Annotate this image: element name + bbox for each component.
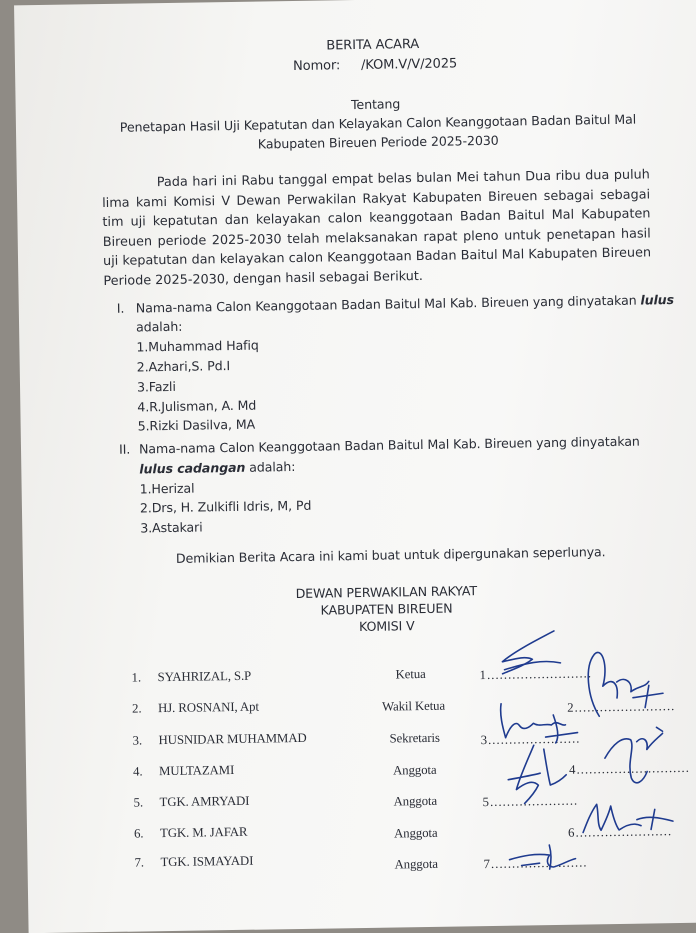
document-page <box>14 0 696 933</box>
nomor-label: Nomor: <box>292 58 341 74</box>
document-title: BERITA ACARA <box>326 36 420 54</box>
candidate-name: 3.Fazli <box>136 378 176 395</box>
signatory-name: TGK. AMRYADI <box>159 793 250 810</box>
section-1-adalah: adalah: <box>135 318 183 335</box>
signature-line: 5..................... <box>482 793 579 810</box>
signatory-role: Anggota <box>394 856 439 872</box>
section-1-heading <box>136 292 674 315</box>
section-1-numeral: I. <box>116 300 125 316</box>
signatory-name: TGK. ISMAYADI <box>160 853 254 870</box>
tentang-label: Tentang <box>350 96 401 113</box>
section-2-heading <box>139 459 295 476</box>
closing-statement: Demikian Berita Acara ini kami buat untuk dipergunakan seperlunya. <box>175 544 606 566</box>
signatory-name: HJ. ROSNANI, Apt <box>157 699 259 716</box>
section-1-status: lulus <box>640 292 675 308</box>
section-2-status: lulus cadangan <box>139 459 246 477</box>
body-paragraph: Pada hari ini Rabu tanggal empat belas bulan Mei tahun Dua ribu dua puluh lima kami Komisi V Dewan Perwakilan Rakyat Kabupaten Bireuen sebagai sebagai tim uji kepatutan dan kelayakan calon keanggotaan Badan Baitul Mal Kabupaten Bireuen periode 2025-2030 telah melaksanakan rapat pleno untuk penetapan hasil uji kepatutan dan kelayakan calon Keanggotaan Badan Baitul Mal Kabupaten Bireuen Periode 2025-2030, dengan hasil sebagai Berikut. <box>102 167 652 289</box>
signature-7-image <box>505 838 586 879</box>
institution-line-1: DEWAN PERWAKILAN RAKYAT <box>295 583 478 602</box>
signatory-number: 7. <box>134 855 145 870</box>
signature-line: 4........................... <box>569 760 690 777</box>
candidate-name: 1.Muhammad Hafiq <box>136 337 259 355</box>
signature-2-image <box>572 645 673 727</box>
signatory-role: Anggota <box>392 762 437 778</box>
signatory-number: 4. <box>132 764 143 779</box>
section-1-intro: Nama-nama Calon Keanggotaan Badan Baitul Mal Kab. Bireuen yang dinyatakan <box>135 292 637 316</box>
candidate-name: 2.Azhari,S. Pd.I <box>136 358 231 375</box>
signatory-number: 5. <box>133 795 144 810</box>
signatory-number: 2. <box>131 701 142 716</box>
candidate-name: 5.Rizki Dasilva, MA <box>137 416 256 434</box>
signature-6-image <box>577 795 688 842</box>
section-2-adalah: adalah: <box>249 458 296 475</box>
reserve-candidate-name: 3.Astakari <box>140 519 203 536</box>
section-2-numeral: II. <box>118 441 131 457</box>
signatory-role: Wakil Ketua <box>381 698 446 714</box>
signatory-role: Anggota <box>393 825 438 841</box>
signature-line: 3...................... <box>480 731 581 748</box>
signatory-role: Anggota <box>393 793 438 809</box>
signature-4-image <box>600 721 681 792</box>
institution-line-3: KOMISI V <box>358 618 415 635</box>
reserve-candidate-name: 2.Drs, H. Zulkifli Idris, M, Pd <box>139 497 312 516</box>
reserve-candidate-name: 1.Herizal <box>139 480 195 497</box>
signature-line: 1......................... <box>479 666 593 683</box>
signatory-number: 1. <box>131 670 142 685</box>
signatory-name: TGK. M. JAFAR <box>159 824 248 841</box>
signature-line: 6....................... <box>567 824 673 840</box>
signature-line: 2........................ <box>567 699 676 715</box>
signatory-name: SYAHRIZAL, S.P <box>157 668 252 685</box>
signatory-number: 6. <box>133 826 144 841</box>
candidate-name: 4.R.Julisman, A. Md <box>137 397 257 415</box>
signatory-role: Ketua <box>395 666 426 682</box>
subject-line-2: Kabupaten Bireuen Periode 2025-2030 <box>257 132 499 152</box>
signatory-number: 3. <box>132 733 143 748</box>
signatory-role: Sekretaris <box>389 730 440 746</box>
subject-line-1: Penetapan Hasil Uji Kepatutan dan Kelayakan Calon Keanggotaan Badan Baitul Mal <box>119 111 637 135</box>
nomor-value: /KOM.V/V/2025 <box>360 56 458 73</box>
signature-5-image <box>504 739 575 810</box>
signatory-name: MULTAZAMI <box>158 762 235 779</box>
institution-line-2: KABUPATEN BIREUEN <box>320 600 453 618</box>
section-2-intro: Nama-nama Calon Keanggotaan Badan Baitul Mal Kab. Bireuen yang dinyatakan <box>138 433 640 457</box>
signature-line: 7....................... <box>483 855 588 872</box>
signature-1-image <box>494 629 575 680</box>
signatory-name: HUSNIDAR MUHAMMAD <box>158 730 307 748</box>
